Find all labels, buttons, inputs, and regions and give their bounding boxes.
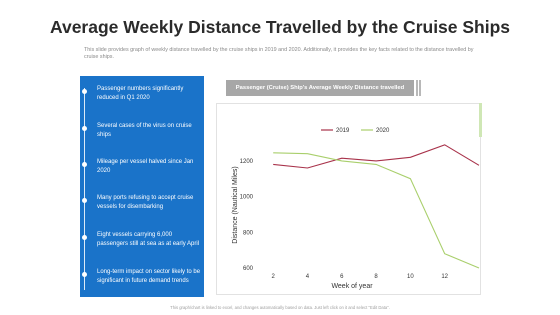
fact-text: Passenger numbers significantly reduced in Q1 2020 bbox=[97, 86, 184, 101]
line-chart bbox=[216, 103, 481, 295]
x-tick-label: 12 bbox=[441, 274, 449, 280]
fact-text: Many ports refusing to accept cruise vessels for disembarking bbox=[97, 195, 194, 210]
fact-item bbox=[82, 85, 202, 102]
fact-item bbox=[82, 158, 202, 175]
x-tick-label: 8 bbox=[374, 274, 378, 280]
legend-label: 2020 bbox=[376, 128, 390, 134]
y-tick-label: 600 bbox=[242, 266, 253, 272]
legend-label: 2019 bbox=[336, 128, 350, 134]
series-line-2020 bbox=[273, 153, 479, 268]
bullet-dot-icon bbox=[82, 272, 87, 277]
x-tick-label: 6 bbox=[340, 274, 344, 280]
slide-description: This slide provides graph of weekly distance travelled by the cruise ships in 2019 and 2020. Additionally, it provides the key facts related to the distance travelled by cruise ships. bbox=[84, 47, 474, 61]
bullet-dot-icon bbox=[82, 126, 87, 131]
fact-item bbox=[82, 268, 202, 285]
fact-item bbox=[82, 231, 202, 248]
x-tick-label: 10 bbox=[407, 274, 414, 280]
fact-text: Several cases of the virus on cruise ships bbox=[97, 123, 192, 138]
key-facts-panel bbox=[80, 76, 204, 297]
y-axis-ticks bbox=[240, 159, 254, 272]
fact-text: Mileage per vessel halved since Jan 2020 bbox=[97, 159, 194, 174]
x-tick-label: 4 bbox=[305, 274, 310, 280]
x-tick-label: 2 bbox=[271, 274, 275, 280]
bullet-dot-icon bbox=[82, 198, 87, 203]
fact-text: Eight vessels carrying 6,000 passengers still at sea as at early April bbox=[97, 232, 200, 247]
chart-legend bbox=[321, 128, 390, 134]
y-tick-label: 1000 bbox=[239, 194, 253, 201]
y-tick-label: 800 bbox=[242, 230, 253, 237]
series-lines bbox=[273, 145, 479, 268]
y-axis-title: Distance (Nautical Miles) bbox=[232, 166, 239, 244]
bullet-dot-icon bbox=[82, 89, 87, 94]
fact-item bbox=[82, 122, 202, 139]
chart-header: Passenger (Cruise) Ship's Average Weekly Distance travelled bbox=[226, 80, 414, 96]
fact-item bbox=[82, 194, 202, 211]
y-tick-label: 1200 bbox=[239, 158, 253, 165]
timeline-line bbox=[84, 88, 85, 290]
x-axis-ticks bbox=[271, 274, 448, 280]
fact-text: Long-term impact on sector likely to be significant in future demand trends bbox=[97, 269, 201, 284]
slide-title: Average Weekly Distance Travelled by the Cruise Ships bbox=[49, 17, 511, 37]
footer-note: This graph/chart is linked to excel, and changes automatically based on data. Just left click on it and select "Edit Data". bbox=[170, 305, 390, 310]
bullet-dot-icon bbox=[82, 235, 87, 240]
x-axis-title: Week of year bbox=[331, 283, 373, 290]
bullet-dot-icon bbox=[82, 162, 87, 167]
header-stripes bbox=[415, 80, 423, 96]
